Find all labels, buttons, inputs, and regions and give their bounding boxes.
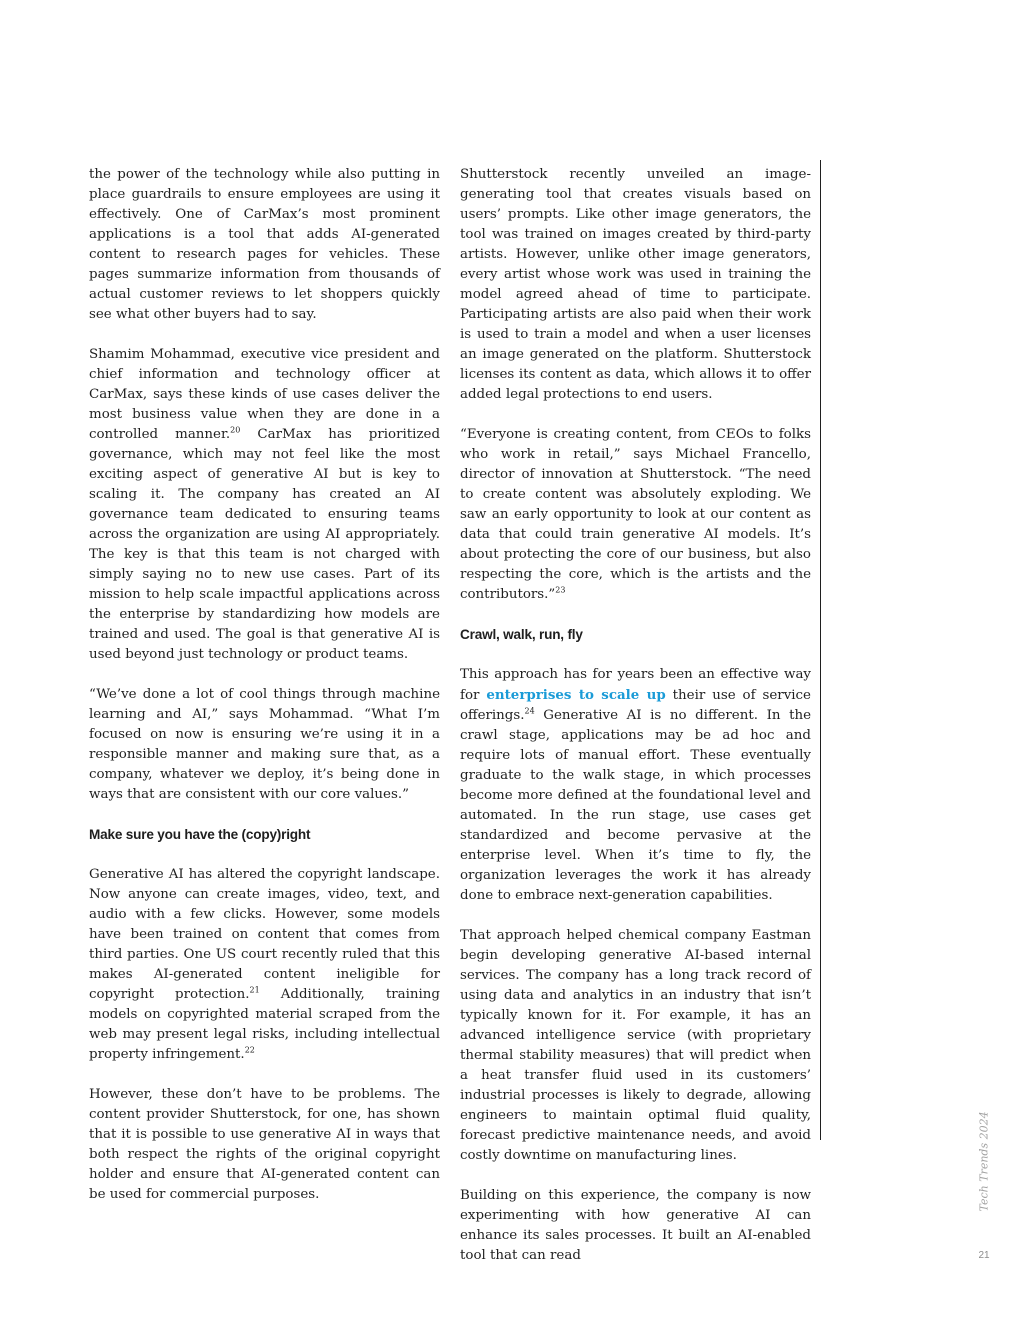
footnote-ref: 21: [249, 985, 260, 995]
quote-paragraph: “We’ve done a lot of cool things through machine learning and AI,” says Mohammad. “What I’m focused on now is ensuring we’re using it in a responsible manner and making sure that, as a company, whatever we deploy, it’s being done in ways that are consistent with our core values.”: [89, 687, 440, 802]
page-number: 21: [978, 1250, 990, 1261]
left-column: [89, 165, 440, 1225]
paragraph: That approach helped chemical company Eastman begin developing generative AI-based internal services. The company has a long track record of using data and analytics in an industry that isn’t typically known for it. For example, it has an advanced intelligence service (with proprietary thermal stability measures) that will predict when a heat transfer fluid used in its customers’ industrial processes is likely to degrade, allowing engineers to maintain optimal fluid quality, forecast predictive maintenance needs, and avoid costly downtime on manufacturing lines.: [460, 928, 811, 1163]
right-column: [460, 165, 811, 1286]
quote-paragraph: “Everyone is creating content, from CEOs to folks who work in retail,” says Michael Francello, director of innovation at Shutterstock. “The need to create content was absolutely exploding. We saw an early opportunity to look at our content as data that could train generative AI models. It’s about protecting the core of our business, but also respecting the core, which is the artists and the contributors.”$^{23}$: [460, 427, 811, 602]
paragraph: Generative AI has altered the copyright landscape. Now anyone can create images, video, text, and audio with a few clicks. However, some models have been trained on content that comes from third parties. One US court recently ruled that this makes AI-generated content ineligible for copyright protection.$^{21}$ Additionally, training models on copyrighted material scraped from the web may present legal risks, including intellectual property infringement.$^{22}$: [89, 867, 440, 1062]
footnote-ref: 24: [524, 706, 535, 716]
paragraph: This approach has for years been an effective way for enterprises to scale up their use of service offerings.$^{24}$ Generative AI is no different. In the crawl stage, applications may be ad hoc and require lots of manual effort. These eventually graduate to the walk stage, in which processes become more defined at the foundational level and automated. In the run stage, use cases get standardized and become pervasive at the enterprise level. When it’s time to fly, the organization leverages the work it has already done to embrace next-generation capabilities.: [460, 667, 811, 903]
footnote-ref: 22: [244, 1045, 255, 1055]
paragraph: However, these don’t have to be problems. The content provider Shutterstock, for one, has shown that it is possible to use generative AI in ways that both respect the rights of the original copyright holder and ensure that AI-generated content can be used for commercial purposes.: [89, 1087, 440, 1202]
paragraph: Shamim Mohammad, executive vice president and chief information and technology officer at CarMax, says these kinds of use cases deliver the most business value when they are done in a controlled manner.$^{20}$ CarMax has prioritized governance, which may not feel like the most exciting aspect of generative AI but is key to scaling it. The company has created an AI governance team dedicated to ensuring teams across the organization are using AI appropriately. The key is that this team is not charged with simply saying no to new use cases. Part of its mission to help scale impactful applications across the enterprise by standardizing how models are trained and used. The goal is that generative AI is used beyond just technology or product teams.: [89, 347, 441, 662]
paragraph: the power of the technology while also putting in place guardrails to ensure employees are using it effectively. One of CarMax’s most prominent applications is a tool that adds AI-generated content to research pages for vehicles. These pages summarize information from thousands of actual customer reviews to let shoppers quickly see what other buyers had to say.: [89, 167, 440, 322]
inline-link[interactable]: enterprises to scale up: [486, 687, 666, 703]
paragraph: Shutterstock recently unveiled an image-generating tool that creates visuals based on users’ prompts. Like other image generators, the tool was trained on images created by third-party artists. However, unlike other image generators, every artist whose work was used in training the model agreed ahead of time to participate. Participating artists are also paid when their work is used to train a model and when a user licenses an image generated on the platform. Shutterstock licenses its content as data, which allows it to offer added legal protections to end users.: [460, 167, 811, 402]
section-heading: Crawl, walk, run, fly: [460, 627, 583, 642]
running-title: Tech Trends 2024: [977, 1111, 991, 1212]
footnote-ref: 23: [555, 585, 566, 595]
section-heading: Make sure you have the (copy)right: [89, 827, 311, 842]
column-divider: [820, 160, 821, 1140]
footnote-ref: 20: [230, 425, 241, 435]
paragraph: Building on this experience, the company is now experimenting with how generative AI can enhance its sales processes. It built an AI-enabled tool that can read: [460, 1188, 811, 1263]
